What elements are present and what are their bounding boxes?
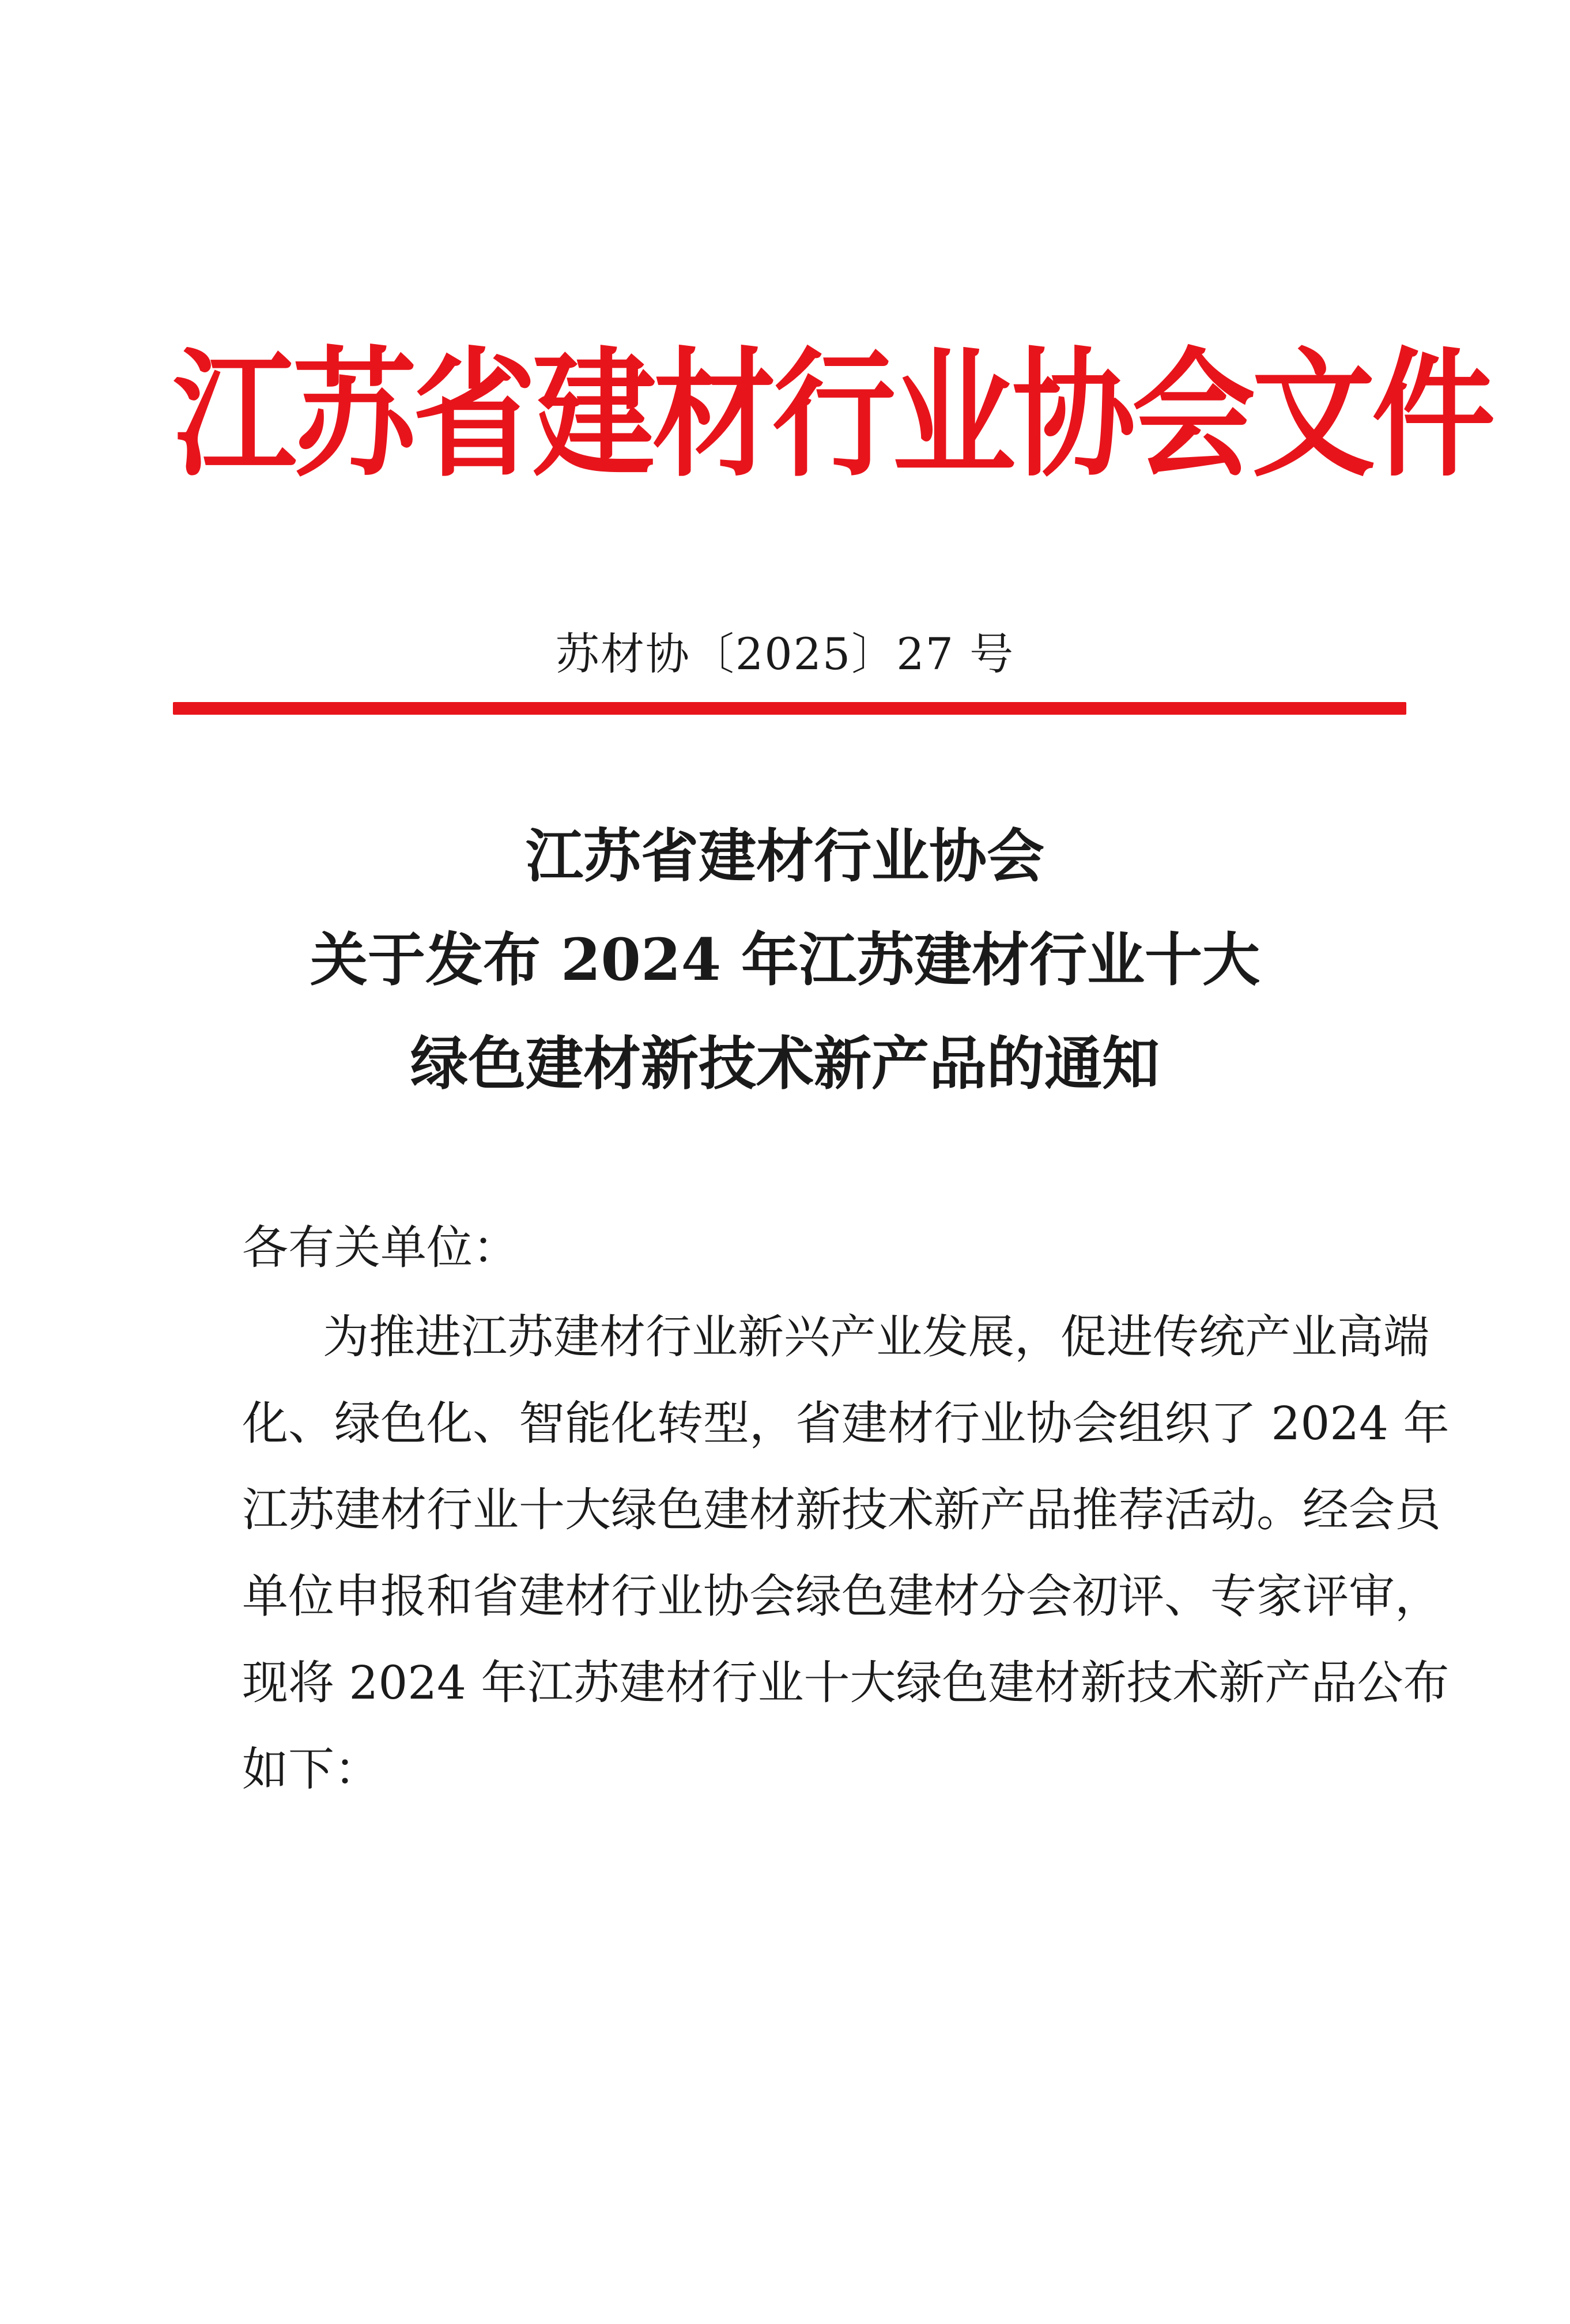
- document-number: 苏材协〔2025〕27 号: [555, 628, 1015, 680]
- notice-title: [0, 804, 1570, 1115]
- body-paragraph: [242, 1294, 1450, 1813]
- red-divider-line: [173, 702, 1406, 715]
- title-line-3: 绿色建材新技术新产品的通知: [410, 1029, 1160, 1097]
- title-line-2: 关于发布 2024 年江苏建材行业十大: [310, 926, 1260, 994]
- salutation: 各有关单位：: [242, 1221, 519, 1274]
- masthead-title: 江苏省建材行业协会文件: [173, 333, 1492, 496]
- body-line-4: 单位申报和省建材行业协会绿色建材分会初评、专家评审，: [242, 1570, 1441, 1623]
- body-line-6: 如下：: [242, 1742, 380, 1796]
- body-line-5: 现将 2024 年江苏建材行业十大绿色建材新技术新产品公布: [242, 1656, 1450, 1710]
- body-line-3: 江苏建材行业十大绿色建材新技术新产品推荐活动。经会员: [242, 1483, 1441, 1537]
- title-line-1: 江苏省建材行业协会: [526, 822, 1044, 890]
- body-line-1: 为推进江苏建材行业新兴产业发展，促进传统产业高端: [323, 1310, 1429, 1364]
- body-line-2: 化、绿色化、智能化转型，省建材行业协会组织了 2024 年: [242, 1397, 1450, 1450]
